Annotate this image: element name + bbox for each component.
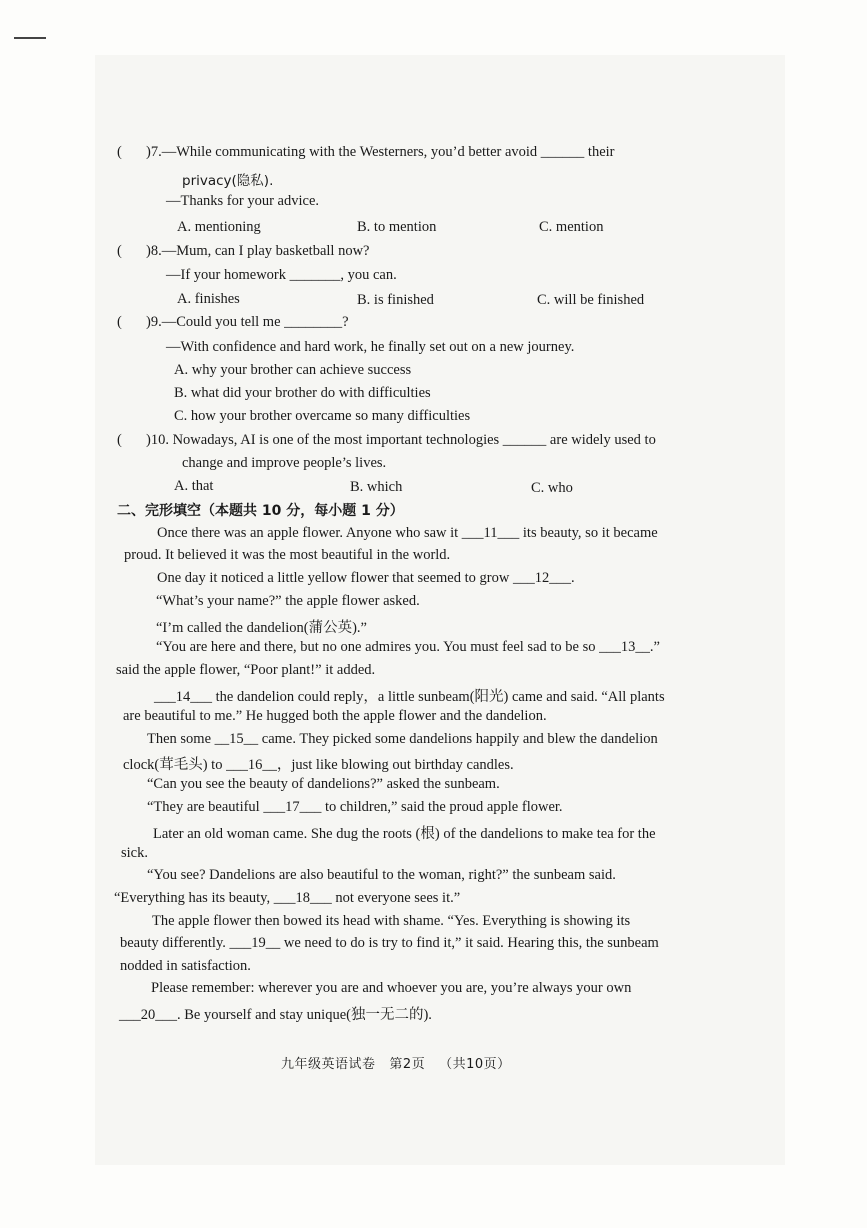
footer-page-number: 第2页 [389, 1057, 426, 1072]
passage-line: Later an old woman came. She dug the roots (根) of the dandelions to make tea for the [153, 826, 656, 842]
q10-answer-paren[interactable]: ( [117, 432, 122, 448]
passage-line: “They are beautiful ___17___ to children,” said the proud apple flower. [147, 799, 563, 815]
q8-option-a: A. finishes [177, 291, 240, 307]
q7-line1: )7.—While communicating with the Westerners, you’d better avoid ______ their [146, 144, 615, 160]
q10-line1: )10. Nowadays, AI is one of the most important technologies ______ are widely used to [146, 432, 656, 448]
section-heading-cloze: 二、完形填空（本题共 10 分，每小题 1 分） [117, 503, 404, 519]
q9-line1: )9.—Could you tell me ________? [146, 314, 349, 330]
passage-line: One day it noticed a little yellow flower that seemed to grow ___12___. [157, 570, 575, 586]
passage-line: “What’s your name?” the apple flower asked. [156, 593, 420, 609]
passage-line: “Can you see the beauty of dandelions?” asked the sunbeam. [147, 776, 500, 792]
q9-answer-paren[interactable]: ( [117, 314, 122, 330]
q7-answer-paren[interactable]: ( [117, 144, 122, 160]
q9-option-c: C. how your brother overcame so many difficulties [174, 408, 471, 424]
q7-option-a: A. mentioning [177, 219, 261, 235]
q10-option-a: A. that [174, 478, 214, 494]
q10-option-c: C. who [531, 480, 573, 496]
scan-mark [14, 37, 46, 39]
q10-stem [117, 432, 656, 449]
passage-line: said the apple flower, “Poor plant!” it added. [116, 662, 376, 678]
q9-line2: —With confidence and hard work, he finally set out on a new journey. [166, 339, 575, 355]
q8-stem [117, 243, 369, 260]
q7-line2: privacy(隐私). [182, 173, 274, 189]
q7-line3: —Thanks for your advice. [166, 193, 320, 209]
q9-stem [117, 314, 349, 331]
q10-option-b: B. which [350, 479, 403, 495]
q8-option-b: B. is finished [357, 292, 434, 308]
passage-line: Please remember: wherever you are and whoever you are, you’re always your own [151, 980, 632, 996]
q9-option-b: B. what did your brother do with difficulties [174, 385, 431, 401]
q7-option-c: C. mention [539, 219, 604, 235]
q8-line1: )8.—Mum, can I play basketball now? [146, 243, 370, 259]
footer-subject: 九年级英语试卷 [281, 1057, 376, 1072]
passage-line: “I’m called the dandelion(蒲公英).” [156, 620, 367, 636]
passage-line: “Everything has its beauty, ___18___ not everyone sees it.” [114, 890, 461, 906]
q7-option-b: B. to mention [357, 219, 437, 235]
q8-answer-paren[interactable]: ( [117, 243, 122, 259]
passage-line: Then some __15__ came. They picked some dandelions happily and blew the dandelion [147, 731, 658, 747]
passage-line: sick. [121, 845, 148, 861]
passage-line: proud. It believed it was the most beautiful in the world. [124, 547, 451, 563]
page-footer [281, 1053, 511, 1072]
q8-option-c: C. will be finished [537, 292, 645, 308]
passage-line: ___20___. Be yourself and stay unique(独一无二的). [119, 1007, 432, 1023]
q10-line2: change and improve people’s lives. [182, 455, 387, 471]
passage-line: ___14___ the dandelion could reply，a little sunbeam(阳光) came and said. “All plants [154, 689, 665, 705]
passage-line: “You are here and there, but no one admires you. You must feel sad to be so ___13__.” [156, 639, 660, 655]
q8-line2: —If your homework _______, you can. [166, 267, 397, 283]
passage-line: clock(茸毛头) to ___16__，just like blowing out birthday candles. [123, 757, 514, 773]
footer-total-pages: （共10页） [439, 1057, 511, 1072]
passage-line: nodded in satisfaction. [120, 958, 251, 974]
passage-line: are beautiful to me.” He hugged both the apple flower and the dandelion. [123, 708, 547, 724]
q7-stem [117, 144, 615, 161]
passage-line: “You see? Dandelions are also beautiful to the woman, right?” the sunbeam said. [147, 867, 616, 883]
passage-line: The apple flower then bowed its head with shame. “Yes. Everything is showing its [152, 913, 631, 929]
passage-line: beauty differently. ___19__ we need to do is try to find it,” it said. Hearing this, the sunbeam [120, 935, 659, 951]
q9-option-a: A. why your brother can achieve success [174, 362, 412, 378]
passage-line: Once there was an apple flower. Anyone who saw it ___11___ its beauty, so it became [157, 525, 658, 541]
